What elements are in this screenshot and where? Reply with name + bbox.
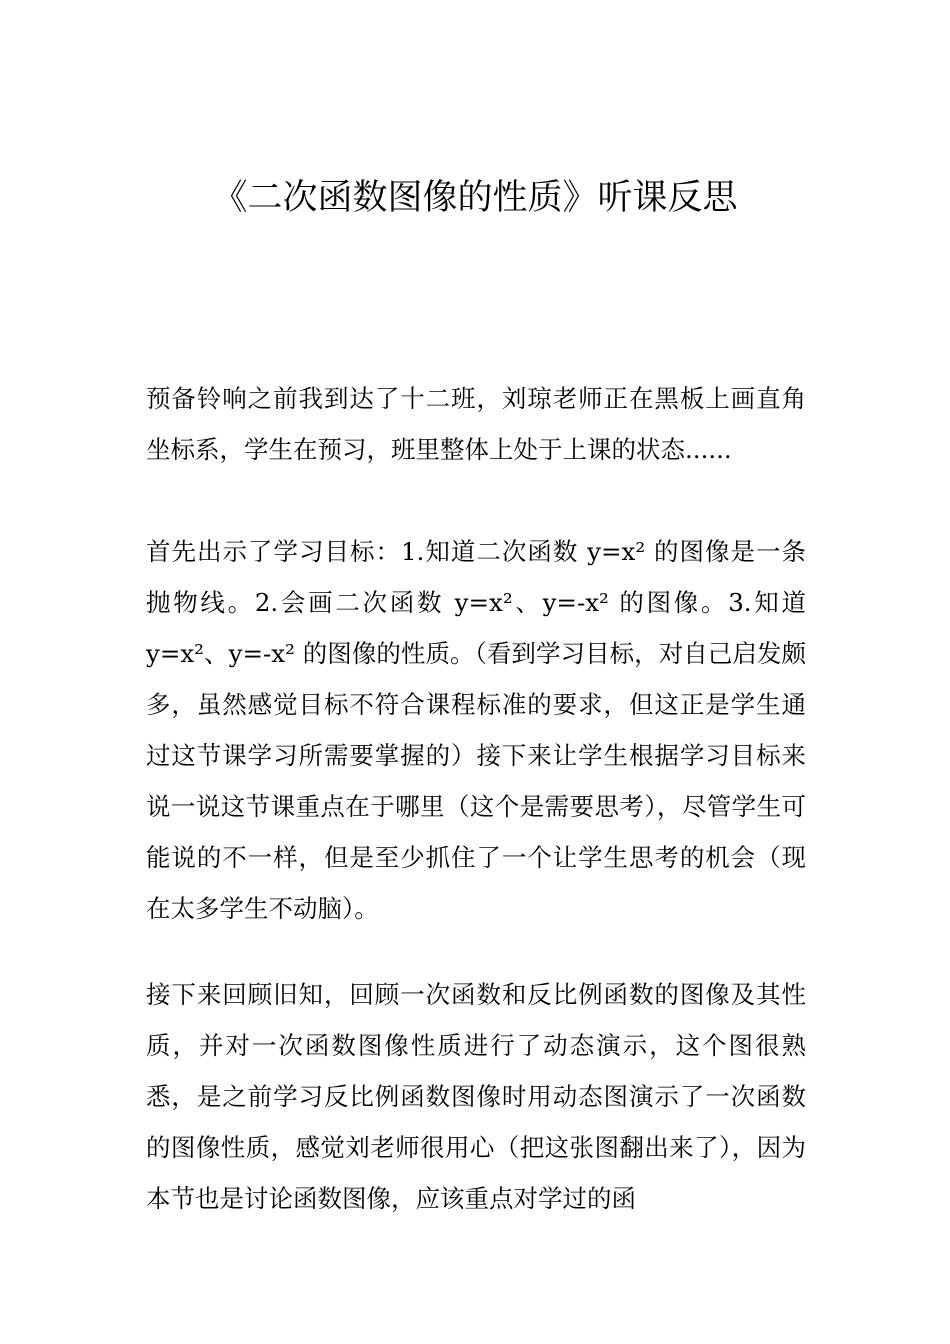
paragraph-1: 预备铃响之前我到达了十二班，刘琼老师正在黑板上画直角坐标系，学生在预习，班里整体上处于上课的状态......	[146, 384, 806, 464]
document-title: 《二次函数图像的性质》听课反思	[212, 178, 738, 218]
paragraph-2: 首先出示了学习目标：1.知道二次函数 y=x² 的图像是一条抛物线。2.会画二次函数 y=x²、y=-x² 的图像。3.知道 y=x²、y=-x² 的图像的性质。（看到学习目标，对自己启发颇多，虽然感觉目标不符合课程标准的要求，但这正是学生通过这节课学习所需要掌握的）接下来让学生根据学习目标来说一说这节课重点在于哪里（这个是需要思考），尽管学生可能说的不一样，但是至少抓住了一个让学生思考的机会（现在太多学生不动脑）。	[146, 537, 806, 923]
paragraph-3: 接下来回顾旧知，回顾一次函数和反比例函数的图像及其性质，并对一次函数图像性质进行了动态演示，这个图很熟悉，是之前学习反比例函数图像时用动态图演示了一次函数的图像性质，感觉刘老师很用心（把这张图翻出来了），因为本节也是讨论函数图像，应该重点对学过的函	[146, 980, 806, 1213]
